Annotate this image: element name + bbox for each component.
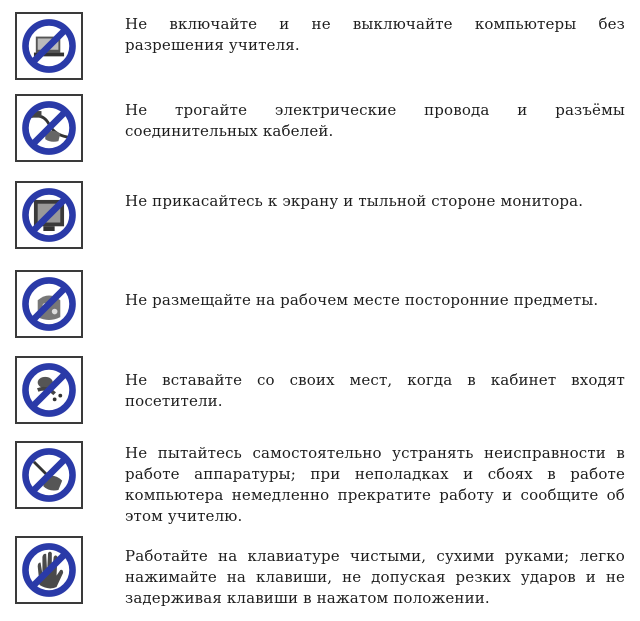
no-touch-wires-icon <box>15 94 83 162</box>
rule-text-6: Не пытайтесь самостоятельно устранять неисправности в работе аппаратуры; при неполадках и сбоях в работе компьютера немедленно прекратите работу и сообщите об этом учителю. <box>125 444 625 525</box>
no-computer-power-icon <box>15 12 83 80</box>
rule-text-1: Не включайте и не выключайте компьютеры без разрешения учителя. <box>125 15 625 54</box>
rule-text-2: Не трогайте электрические провода и разъёмы соединительных кабелей. <box>125 101 625 140</box>
rule-text-4: Не размещайте на рабочем месте посторонние предметы. <box>125 291 599 309</box>
rule-text-5: Не вставайте со своих мест, когда в кабинет входят посетители. <box>125 371 625 410</box>
rule-text-3: Не прикасайтесь к экрану и тыльной стороне монитора. <box>125 192 584 210</box>
no-foreign-objects-icon <box>15 270 83 338</box>
no-self-repair-icon <box>15 441 83 509</box>
no-touch-monitor-icon <box>15 181 83 249</box>
no-standing-icon <box>15 356 83 424</box>
clean-hands-keyboard-icon <box>15 536 83 604</box>
rule-text-7: Работайте на клавиатуре чистыми, сухими руками; легко нажимайте на клавиши, не допуская резких ударов и не задерживая клавиши в нажатом положении. <box>125 547 625 607</box>
